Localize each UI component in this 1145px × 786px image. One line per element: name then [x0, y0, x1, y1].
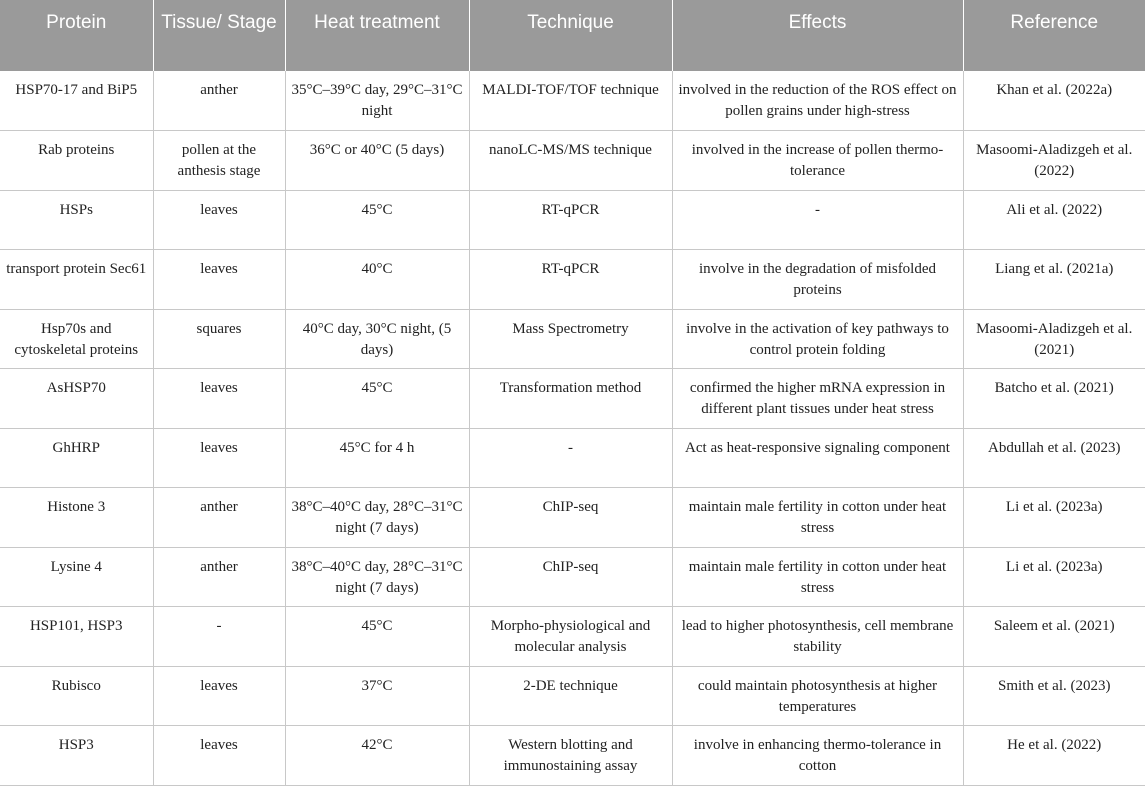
table-row	[0, 131, 1145, 191]
table-row	[0, 428, 1145, 488]
cell-heat: 40°C	[285, 250, 469, 310]
cell-effects: involve in the degradation of misfolded proteins	[672, 250, 963, 310]
header-technique: Technique	[469, 0, 672, 71]
cell-heat: 36°C or 40°C (5 days)	[285, 131, 469, 191]
cell-tissue: leaves	[153, 250, 285, 310]
header-protein: Protein	[0, 0, 153, 71]
cell-heat: 38°C–40°C day, 28°C–31°C night (7 days)	[285, 488, 469, 548]
cell-reference: Khan et al. (2022a)	[963, 71, 1145, 131]
cell-technique: Morpho-physiological and molecular analysis	[469, 607, 672, 667]
cell-reference: Batcho et al. (2021)	[963, 369, 1145, 429]
table-row	[0, 71, 1145, 131]
table-header-row	[0, 0, 1145, 71]
cell-effects: could maintain photosynthesis at higher temperatures	[672, 666, 963, 726]
cell-protein: transport protein Sec61	[0, 250, 153, 310]
cell-heat: 42°C	[285, 726, 469, 786]
table-row	[0, 250, 1145, 310]
cell-protein: Hsp70s and cytoskeletal proteins	[0, 309, 153, 369]
cell-heat: 45°C	[285, 369, 469, 429]
cell-reference: Liang et al. (2021a)	[963, 250, 1145, 310]
header-effects: Effects	[672, 0, 963, 71]
cell-reference: Masoomi-Aladizgeh et al. (2021)	[963, 309, 1145, 369]
cell-technique: RT-qPCR	[469, 250, 672, 310]
cell-heat: 37°C	[285, 666, 469, 726]
cell-heat: 45°C for 4 h	[285, 428, 469, 488]
cell-effects: Act as heat-responsive signaling component	[672, 428, 963, 488]
cell-tissue: leaves	[153, 190, 285, 250]
cell-reference: Masoomi-Aladizgeh et al. (2022)	[963, 131, 1145, 191]
cell-technique: Western blotting and immunostaining assay	[469, 726, 672, 786]
cell-tissue: leaves	[153, 369, 285, 429]
cell-effects: involve in the activation of key pathways to control protein folding	[672, 309, 963, 369]
header-tissue-stage: Tissue/ Stage	[153, 0, 285, 71]
cell-protein: Histone 3	[0, 488, 153, 548]
cell-effects: involve in enhancing thermo-tolerance in cotton	[672, 726, 963, 786]
cell-tissue: anther	[153, 488, 285, 548]
cell-protein: AsHSP70	[0, 369, 153, 429]
cell-reference: Ali et al. (2022)	[963, 190, 1145, 250]
cell-tissue: anther	[153, 547, 285, 607]
cell-technique: 2-DE technique	[469, 666, 672, 726]
header-reference: Reference	[963, 0, 1145, 71]
cell-tissue: -	[153, 607, 285, 667]
cell-technique: RT-qPCR	[469, 190, 672, 250]
table-row	[0, 547, 1145, 607]
cell-technique: ChIP-seq	[469, 547, 672, 607]
cell-tissue: leaves	[153, 726, 285, 786]
cell-effects: involved in the increase of pollen thermo-tolerance	[672, 131, 963, 191]
cell-technique: MALDI-TOF/TOF technique	[469, 71, 672, 131]
cell-effects: maintain male fertility in cotton under heat stress	[672, 547, 963, 607]
cell-tissue: leaves	[153, 666, 285, 726]
table-row	[0, 607, 1145, 667]
cell-effects: confirmed the higher mRNA expression in different plant tissues under heat stress	[672, 369, 963, 429]
cell-protein: Rab proteins	[0, 131, 153, 191]
cell-technique: ChIP-seq	[469, 488, 672, 548]
cell-technique: Transformation method	[469, 369, 672, 429]
table-row	[0, 726, 1145, 786]
cell-heat: 45°C	[285, 607, 469, 667]
cell-protein: HSP101, HSP3	[0, 607, 153, 667]
table-row	[0, 369, 1145, 429]
cell-heat: 40°C day, 30°C night, (5 days)	[285, 309, 469, 369]
cell-technique: -	[469, 428, 672, 488]
cell-protein: GhHRP	[0, 428, 153, 488]
cell-protein: HSP3	[0, 726, 153, 786]
cell-tissue: pollen at the anthesis stage	[153, 131, 285, 191]
cell-protein: HSP70-17 and BiP5	[0, 71, 153, 131]
table-row	[0, 309, 1145, 369]
cell-effects: maintain male fertility in cotton under heat stress	[672, 488, 963, 548]
cell-reference: Abdullah et al. (2023)	[963, 428, 1145, 488]
cell-tissue: squares	[153, 309, 285, 369]
cell-reference: Saleem et al. (2021)	[963, 607, 1145, 667]
table-row	[0, 666, 1145, 726]
cell-tissue: anther	[153, 71, 285, 131]
cell-technique: Mass Spectrometry	[469, 309, 672, 369]
cell-heat: 38°C–40°C day, 28°C–31°C night (7 days)	[285, 547, 469, 607]
cell-effects: -	[672, 190, 963, 250]
cell-tissue: leaves	[153, 428, 285, 488]
cell-effects: involved in the reduction of the ROS effect on pollen grains under high-stress	[672, 71, 963, 131]
table-row	[0, 190, 1145, 250]
cell-protein: HSPs	[0, 190, 153, 250]
cell-protein: Rubisco	[0, 666, 153, 726]
cell-reference: He et al. (2022)	[963, 726, 1145, 786]
cell-heat: 45°C	[285, 190, 469, 250]
cell-reference: Smith et al. (2023)	[963, 666, 1145, 726]
cell-protein: Lysine 4	[0, 547, 153, 607]
cell-reference: Li et al. (2023a)	[963, 488, 1145, 548]
cell-reference: Li et al. (2023a)	[963, 547, 1145, 607]
cell-effects: lead to higher photosynthesis, cell membrane stability	[672, 607, 963, 667]
header-heat-treatment: Heat treatment	[285, 0, 469, 71]
cell-technique: nanoLC-MS/MS technique	[469, 131, 672, 191]
table-row	[0, 488, 1145, 548]
cell-heat: 35°C–39°C day, 29°C–31°C night	[285, 71, 469, 131]
